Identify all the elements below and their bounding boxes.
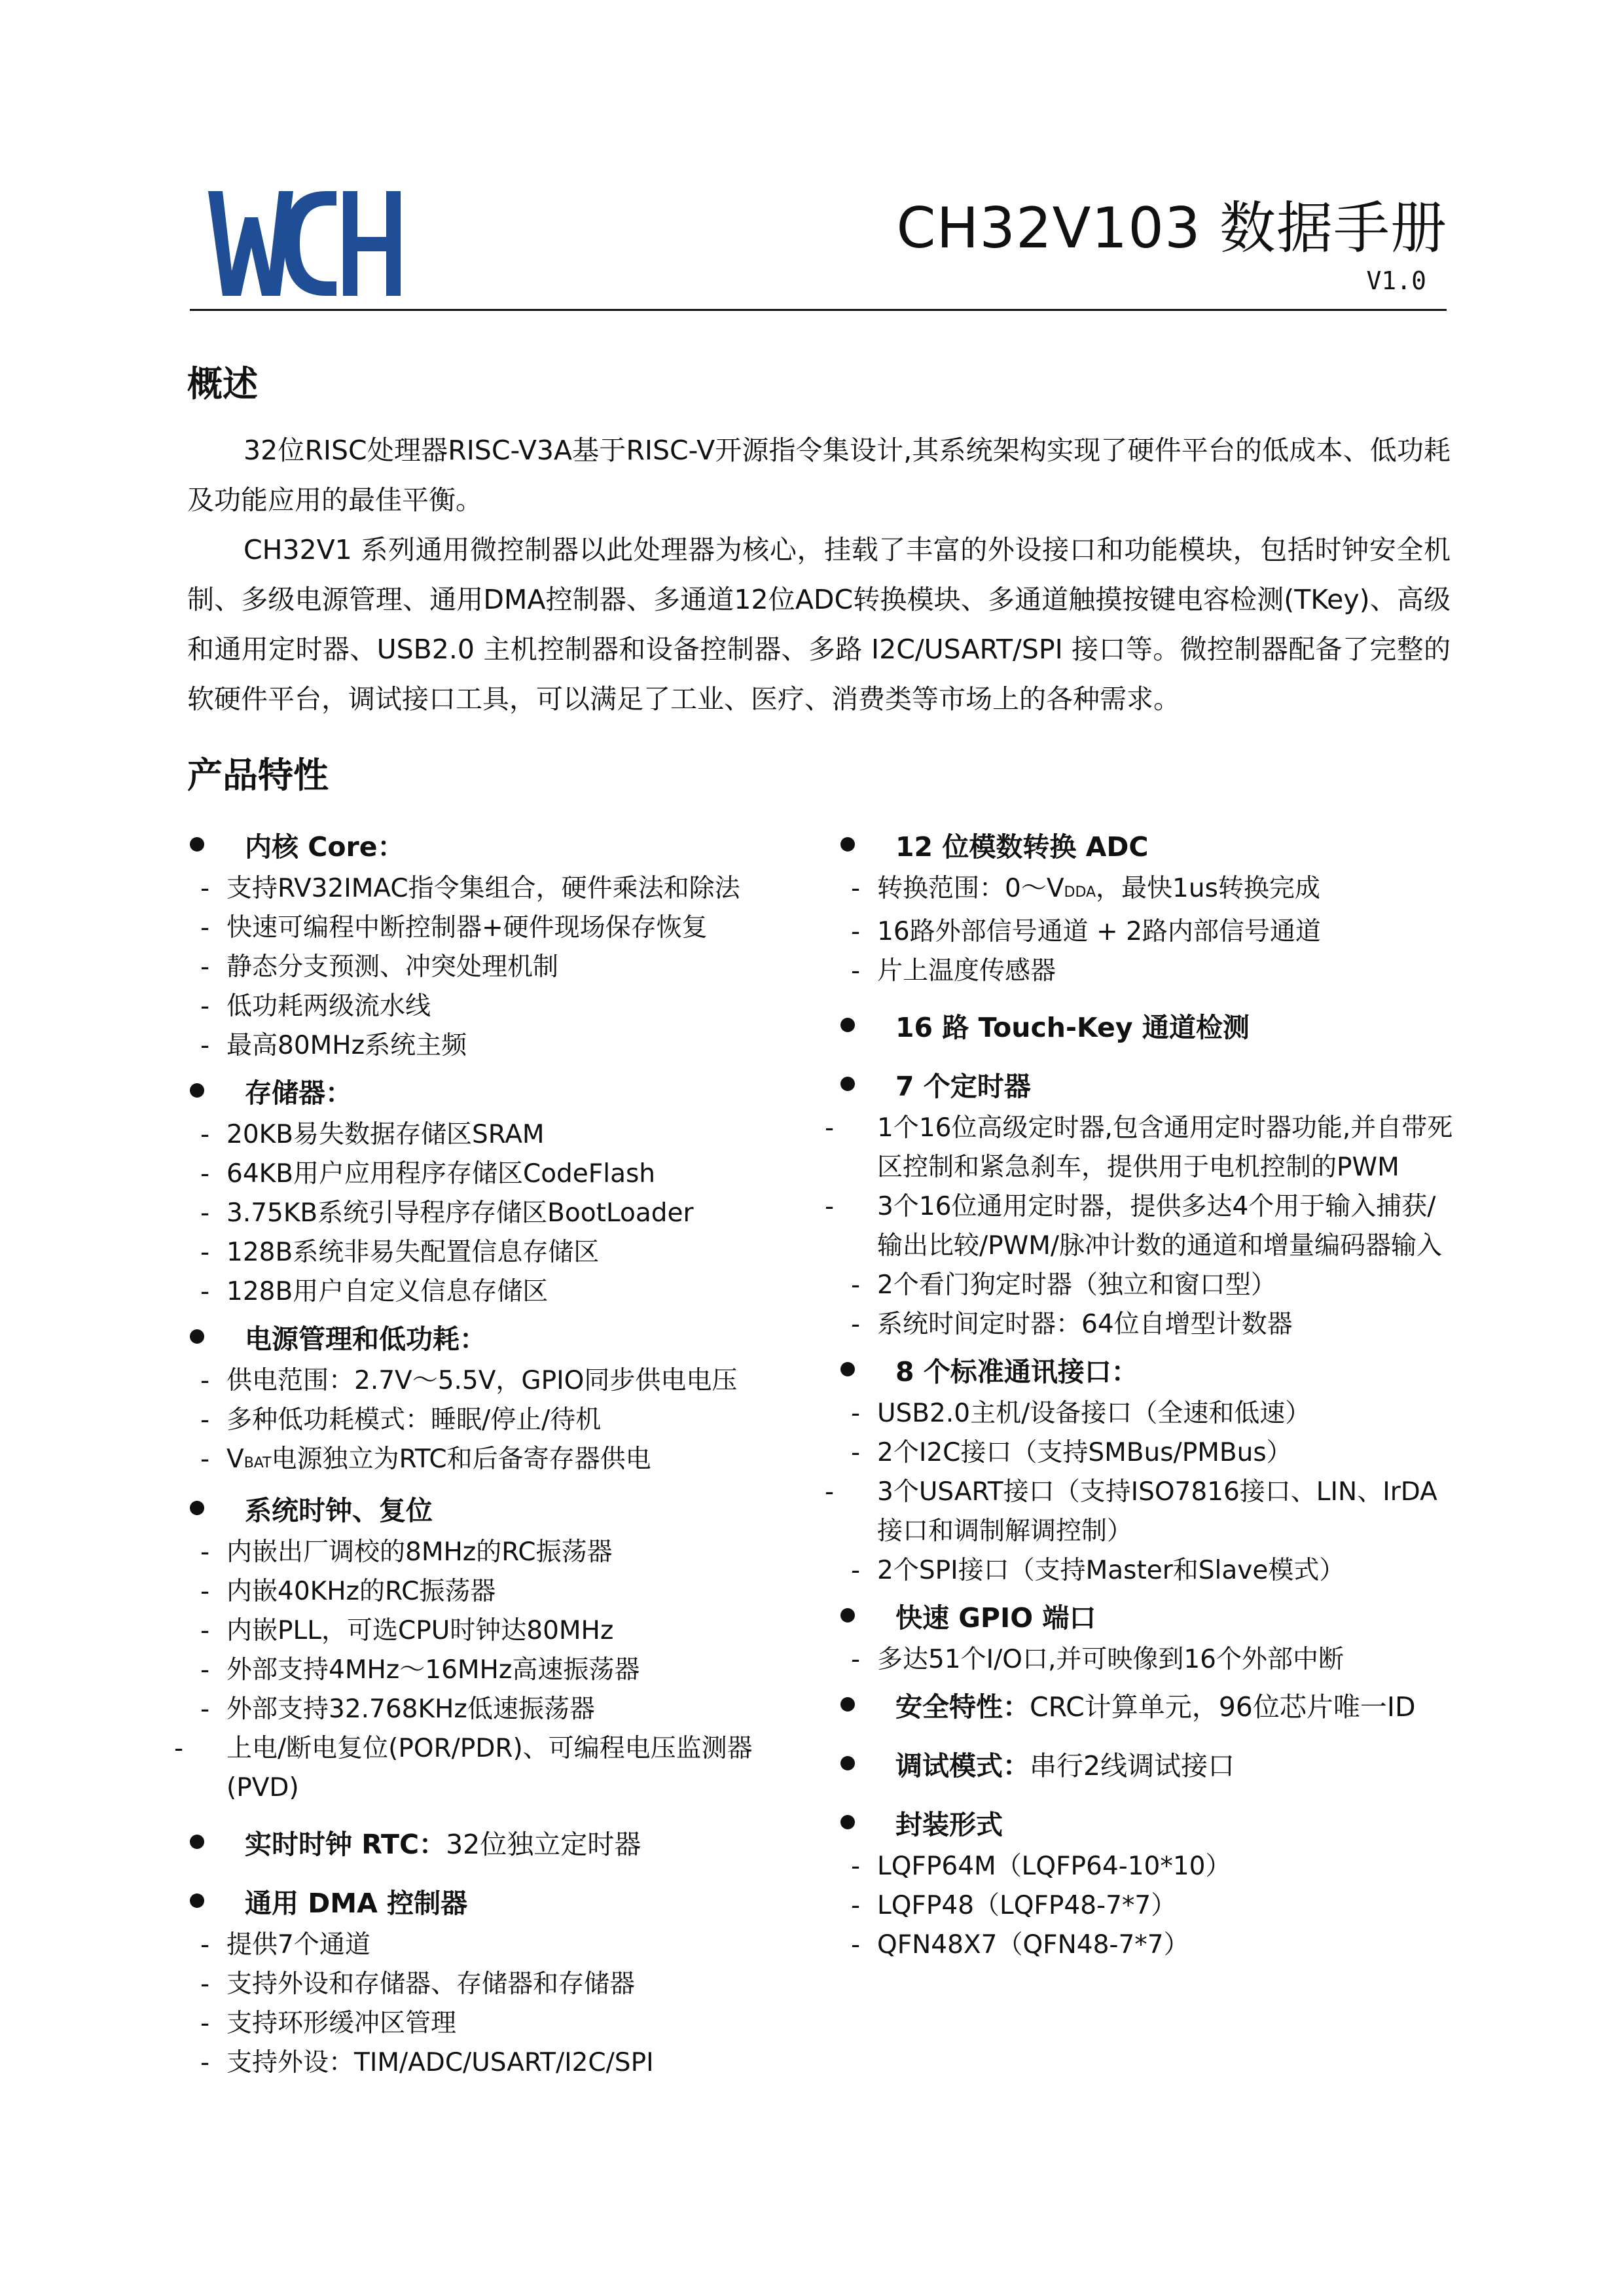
list-item: - 快速可编程中断控制器+硬件现场保存恢复: [200, 913, 708, 942]
feature-group-power: 电源管理和低功耗： - 供电范围：2.7V～5.5V，GPIO同步供电电压 - 多种低功耗模式：睡眠/停止/待机 - VBAT电源独立为RTC和后备寄存器供电: [187, 1312, 808, 1483]
list-item: - 多种低功耗模式：睡眠/停止/待机: [200, 1405, 602, 1435]
list-item: - 外部支持32.768KHz低速振荡器: [200, 1695, 595, 1724]
list-item: - 64KB用户应用程序存储区CodeFlash: [200, 1159, 656, 1189]
list-item: - 低功耗两级流水线: [200, 992, 431, 1021]
feature-group-timers: 7 个定时器 - 1个16位高级定时器,包含通用定时器功能,并自带死区控制和紧急刹车，提供用于电机控制的PWM - 3个16位通用定时器，提供多达4个用于输入捕获/输出比较/PWM/脉冲计数的通道和增量编码器输入 - 2个看门狗定时器（独立和窗口型） - 系统时间定时器：64位自增型计数器: [838, 1059, 1460, 1344]
list-item: - 外部支持4MHz～16MHz高速振荡器: [200, 1655, 640, 1685]
bullet-icon: [840, 1077, 855, 1091]
list-item: - LQFP64M（LQFP64-10*10）: [851, 1852, 1231, 1881]
list-item: - 提供7个通道: [200, 1930, 370, 1960]
bullet-icon: [840, 1362, 855, 1376]
list-item: - 内嵌40KHz的RC振荡器: [200, 1577, 496, 1606]
list-item: - 片上温度传感器: [851, 956, 1056, 986]
list-item: - 20KB易失数据存储区SRAM: [200, 1120, 545, 1149]
overview-paragraph: CH32V1 系列通用微控制器以此处理器为核心，挂载了丰富的外设接口和功能模块，包括时钟安全机制、多级电源管理、通用DMA控制器、多通道12位ADC转换模块、多通道触摸按键电容检测(TKey)、高级和通用定时器、USB2.0 主机控制器和设备控制器、多路 I2C/USART/SPI 接口等。微控制器配备了完整的软硬件平台，调试接口工具，可以满足了工业、医疗、消费类等市场上的各种需求。: [187, 534, 1451, 715]
feature-group-package: 封装形式 - LQFP64M（LQFP64-10*10） - LQFP48（LQFP48-7*7） - QFN48X7（QFN48-7*7）: [838, 1797, 1460, 1965]
bullet-icon: [840, 1018, 855, 1032]
feature-group-adc: 12 位模数转换 ADC - 转换范围：0～VDDA，最快1us转换完成 - 16路外部信号通道 + 2路内部信号通道 - 片上温度传感器: [838, 819, 1460, 991]
overview-heading: 概述: [187, 363, 258, 404]
bullet-icon: [190, 1501, 204, 1515]
feature-group-rtc: 实时时钟 RTC： 32位独立定时器: [187, 1817, 808, 1867]
overview-body: [187, 425, 1451, 724]
list-item: - 内嵌出厂调校的8MHz的RC振荡器: [200, 1537, 613, 1567]
feature-group-gpio: 快速 GPIO 端口 - 多达51个I/O口,并可映像到16个外部中断: [838, 1590, 1460, 1679]
features-left-column: [174, 819, 808, 2083]
bullet-icon: [840, 837, 855, 852]
list-item: - 系统时间定时器：64位自增型计数器: [851, 1310, 1293, 1339]
document-title: CH32V103 数据手册: [896, 196, 1447, 261]
list-item: - 支持环形缓冲区管理: [200, 2009, 457, 2038]
wch-logo: [208, 191, 401, 296]
list-item: - USB2.0主机/设备接口（全速和低速）: [851, 1399, 1311, 1428]
document-version: V1.0: [1366, 266, 1426, 295]
overview-paragraph: 32位RISC处理器RISC-V3A基于RISC-V开源指令集设计,其系统架构实现了硬件平台的低成本、低功耗及功能应用的最佳平衡。: [187, 435, 1451, 516]
list-item: - 上电/断电复位(POR/PDR)、可编程电压监测器(PVD): [174, 1734, 753, 1803]
list-item: - 支持RV32IMAC指令集组合，硬件乘法和除法: [200, 874, 740, 903]
list-item: - 2个SPI接口（支持Master和Slave模式）: [851, 1556, 1345, 1585]
list-item: - 支持外设：TIM/ADC/USART/I2C/SPI: [200, 2048, 654, 2077]
list-item: - 供电范围：2.7V～5.5V，GPIO同步供电电压: [200, 1366, 738, 1395]
list-item: - 3个16位通用定时器，提供多达4个用于输入捕获/输出比较/PWM/脉冲计数的通道和增量编码器输入: [825, 1192, 1443, 1261]
feature-group-comms: 8 个标准通讯接口： - USB2.0主机/设备接口（全速和低速） - 2个I2C接口（支持SMBus/PMBus） - 3个USART接口（支持ISO7816接口、LIN、IrDA接口和调制解调控制） - 2个SPI接口（支持Master和Slave模式）: [838, 1344, 1460, 1590]
bullet-icon: [840, 1756, 855, 1770]
bullet-icon: [190, 1083, 204, 1098]
bullet-icon: [190, 837, 204, 852]
feature-group-touchkey: 16 路 Touch-Key 通道检测: [838, 1000, 1460, 1050]
list-item: - 16路外部信号通道 + 2路内部信号通道: [851, 917, 1321, 946]
list-item: - 转换范围：0～VDDA，最快1us转换完成: [851, 874, 1320, 903]
list-item: - LQFP48（LQFP48-7*7）: [851, 1891, 1177, 1920]
feature-group-dma: 通用 DMA 控制器 - 提供7个通道 - 支持外设和存储器、存储器和存储器 - 支持环形缓冲区管理 - 支持外设：TIM/ADC/USART/I2C/SPI: [187, 1876, 808, 2083]
list-item: - 内嵌PLL，可选CPU时钟达80MHz: [200, 1616, 614, 1645]
list-item: - 3个USART接口（支持ISO7816接口、LIN、IrDA接口和调制解调控制）: [825, 1477, 1437, 1546]
feature-group-clock: 系统时钟、复位 - 内嵌出厂调校的8MHz的RC振荡器 - 内嵌40KHz的RC振荡器 - 内嵌PLL，可选CPU时钟达80MHz - 外部支持4MHz～16MHz高速振荡器 - 外部支持32.768KHz低速振荡器 - 上电/断电复位(POR/PDR)、可编程电压监测器(PVD): [187, 1483, 808, 1808]
list-item: - VBAT电源独立为RTC和后备寄存器供电: [200, 1444, 651, 1474]
list-item: - 3.75KB系统引导程序存储区BootLoader: [200, 1198, 694, 1228]
list-item: - 128B用户自定义信息存储区: [200, 1277, 549, 1306]
feature-group-security: 安全特性： CRC计算单元，96位芯片唯一ID: [838, 1679, 1460, 1729]
bullet-icon: [190, 1329, 204, 1344]
bullet-icon: [840, 1697, 855, 1712]
feature-group-core: 内核 Core： - 支持RV32IMAC指令集组合，硬件乘法和除法 - 快速可编程中断控制器+硬件现场保存恢复 - 静态分支预测、冲突处理机制 - 低功耗两级流水线 - 最高80MHz系统主频: [187, 819, 808, 1066]
header-divider: [190, 309, 1447, 311]
bullet-icon: [840, 1608, 855, 1623]
list-item: - 最高80MHz系统主频: [200, 1031, 467, 1060]
list-item: - QFN48X7（QFN48-7*7）: [851, 1930, 1189, 1960]
list-item: - 128B系统非易失配置信息存储区: [200, 1238, 600, 1267]
list-item: - 2个I2C接口（支持SMBus/PMBus）: [851, 1438, 1292, 1467]
list-item: - 1个16位高级定时器,包含通用定时器功能,并自带死区控制和紧急刹车，提供用于电机控制的PWM: [825, 1113, 1453, 1182]
list-item: - 2个看门狗定时器（独立和窗口型）: [851, 1270, 1276, 1300]
list-item: - 支持外设和存储器、存储器和存储器: [200, 1969, 636, 1999]
list-item: - 静态分支预测、冲突处理机制: [200, 952, 559, 982]
feature-group-debug: 调试模式： 串行2线调试接口: [838, 1738, 1460, 1788]
bullet-icon: [840, 1815, 855, 1829]
features-right-column: [825, 819, 1460, 1965]
feature-group-memory: 存储器： - 20KB易失数据存储区SRAM - 64KB用户应用程序存储区CodeFlash - 3.75KB系统引导程序存储区BootLoader - 128B系统非易失配置信息存储区 - 128B用户自定义信息存储区: [187, 1066, 808, 1312]
list-item: - 多达51个I/O口,并可映像到16个外部中断: [851, 1645, 1344, 1674]
bullet-icon: [190, 1835, 204, 1849]
features-heading: 产品特性: [187, 755, 329, 796]
bullet-icon: [190, 1893, 204, 1908]
